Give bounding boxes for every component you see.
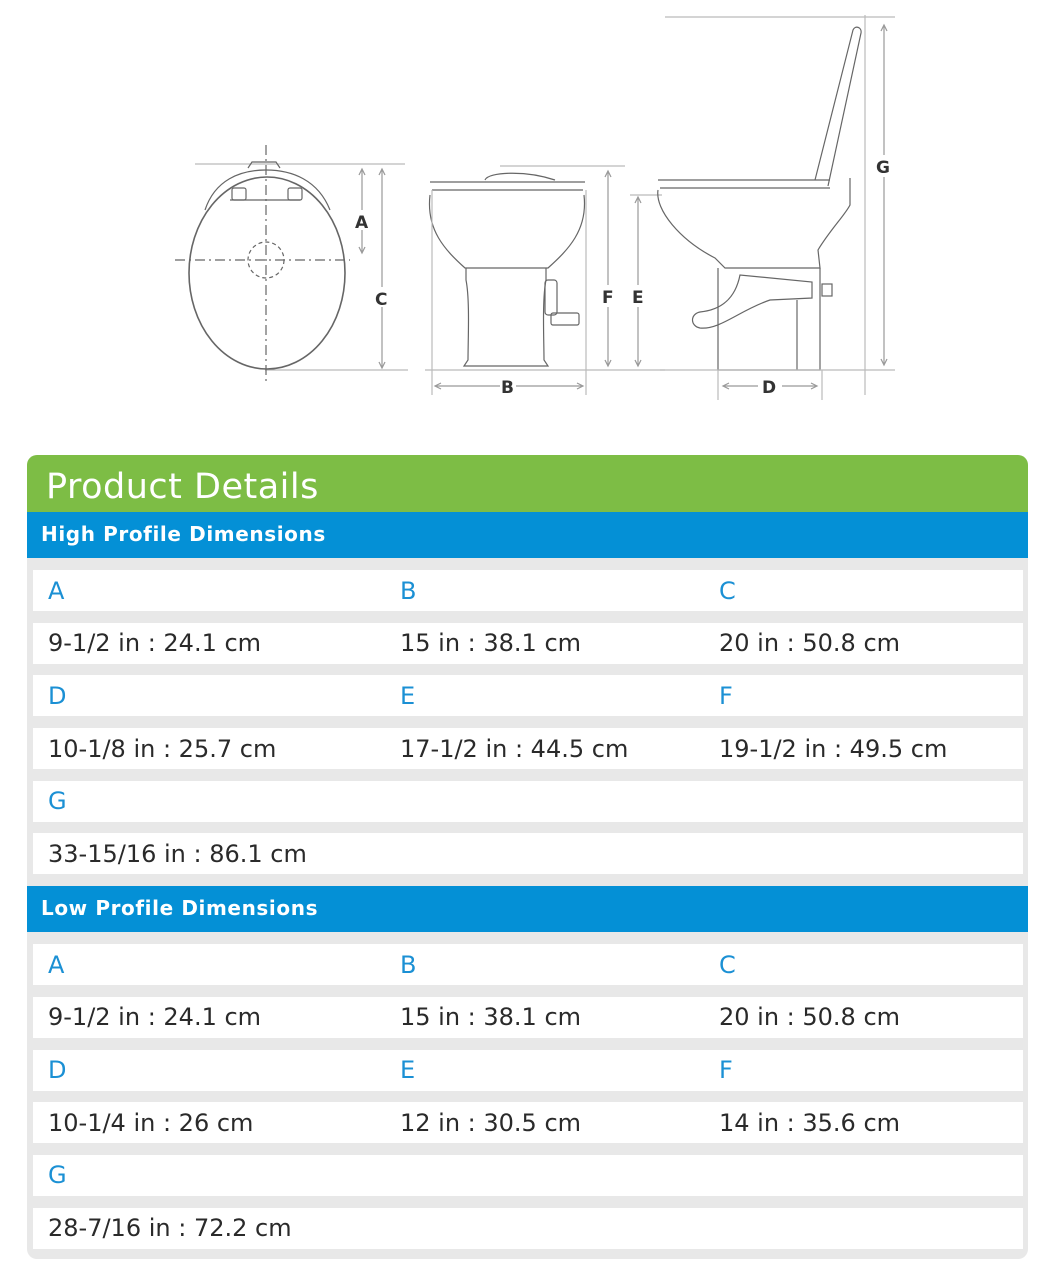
side-view-drawing	[658, 15, 895, 400]
dim-value: 14 in : 35.6 cm	[719, 1108, 901, 1137]
dim-value: 33-15/16 in : 86.1 cm	[48, 839, 307, 868]
dim-value: 19-1/2 in : 49.5 cm	[719, 734, 948, 763]
dim-value: 17-1/2 in : 44.5 cm	[400, 734, 629, 763]
low-profile-dimensions	[27, 932, 1028, 1248]
table-row	[33, 728, 1023, 769]
table-row	[33, 944, 1023, 985]
table-row	[33, 623, 1023, 664]
table-row	[33, 1102, 1023, 1143]
table-row	[33, 675, 1023, 716]
dim-label-g: G	[876, 158, 890, 178]
section-heading-low-profile: Low Profile Dimensions	[27, 886, 1028, 932]
dim-key: D	[48, 1056, 67, 1084]
dim-key: B	[400, 950, 417, 979]
dim-key: F	[719, 681, 733, 710]
dim-key: E	[400, 681, 416, 710]
dim-key: B	[400, 576, 417, 605]
dim-value: 15 in : 38.1 cm	[400, 629, 582, 658]
dim-label-f: F	[602, 288, 614, 308]
dim-key: C	[719, 576, 736, 605]
high-profile-dimensions	[27, 558, 1028, 874]
dim-key: F	[719, 1056, 733, 1084]
section-heading-high-profile: High Profile Dimensions	[27, 512, 1028, 558]
dim-value: 10-1/4 in : 26 cm	[48, 1108, 254, 1137]
front-view-drawing	[425, 166, 665, 398]
dim-key: A	[48, 950, 65, 979]
dim-key: E	[400, 1056, 416, 1084]
dim-value: 28-7/16 in : 72.2 cm	[48, 1214, 292, 1243]
table-row	[33, 1050, 1023, 1091]
table-row	[33, 570, 1023, 611]
panel-title: Product Details	[27, 455, 1028, 512]
dim-key: C	[719, 950, 736, 979]
dim-value: 12 in : 30.5 cm	[400, 1108, 582, 1137]
top-view-drawing	[175, 145, 408, 385]
dim-label-c: C	[375, 290, 388, 310]
table-row	[33, 833, 1023, 874]
dim-label-b: B	[501, 378, 514, 398]
dim-value: 15 in : 38.1 cm	[400, 1003, 582, 1032]
dim-label-d: D	[762, 378, 777, 398]
dim-key: G	[48, 1161, 67, 1190]
dim-key: A	[48, 576, 65, 605]
table-row	[33, 1155, 1023, 1196]
dimension-diagram	[0, 0, 1042, 440]
dim-key: G	[48, 787, 67, 816]
dim-label-e: E	[632, 288, 644, 308]
product-details-panel	[27, 455, 1028, 1259]
table-row	[33, 1208, 1023, 1249]
dim-value: 20 in : 50.8 cm	[719, 629, 901, 658]
table-row	[33, 997, 1023, 1038]
dim-value: 9-1/2 in : 24.1 cm	[48, 1003, 262, 1032]
dim-value: 9-1/2 in : 24.1 cm	[48, 629, 262, 658]
dim-value: 10-1/8 in : 25.7 cm	[48, 734, 277, 763]
dim-key: D	[48, 681, 67, 710]
table-row	[33, 781, 1023, 822]
dim-value: 20 in : 50.8 cm	[719, 1003, 901, 1032]
dim-label-a: A	[355, 213, 369, 233]
